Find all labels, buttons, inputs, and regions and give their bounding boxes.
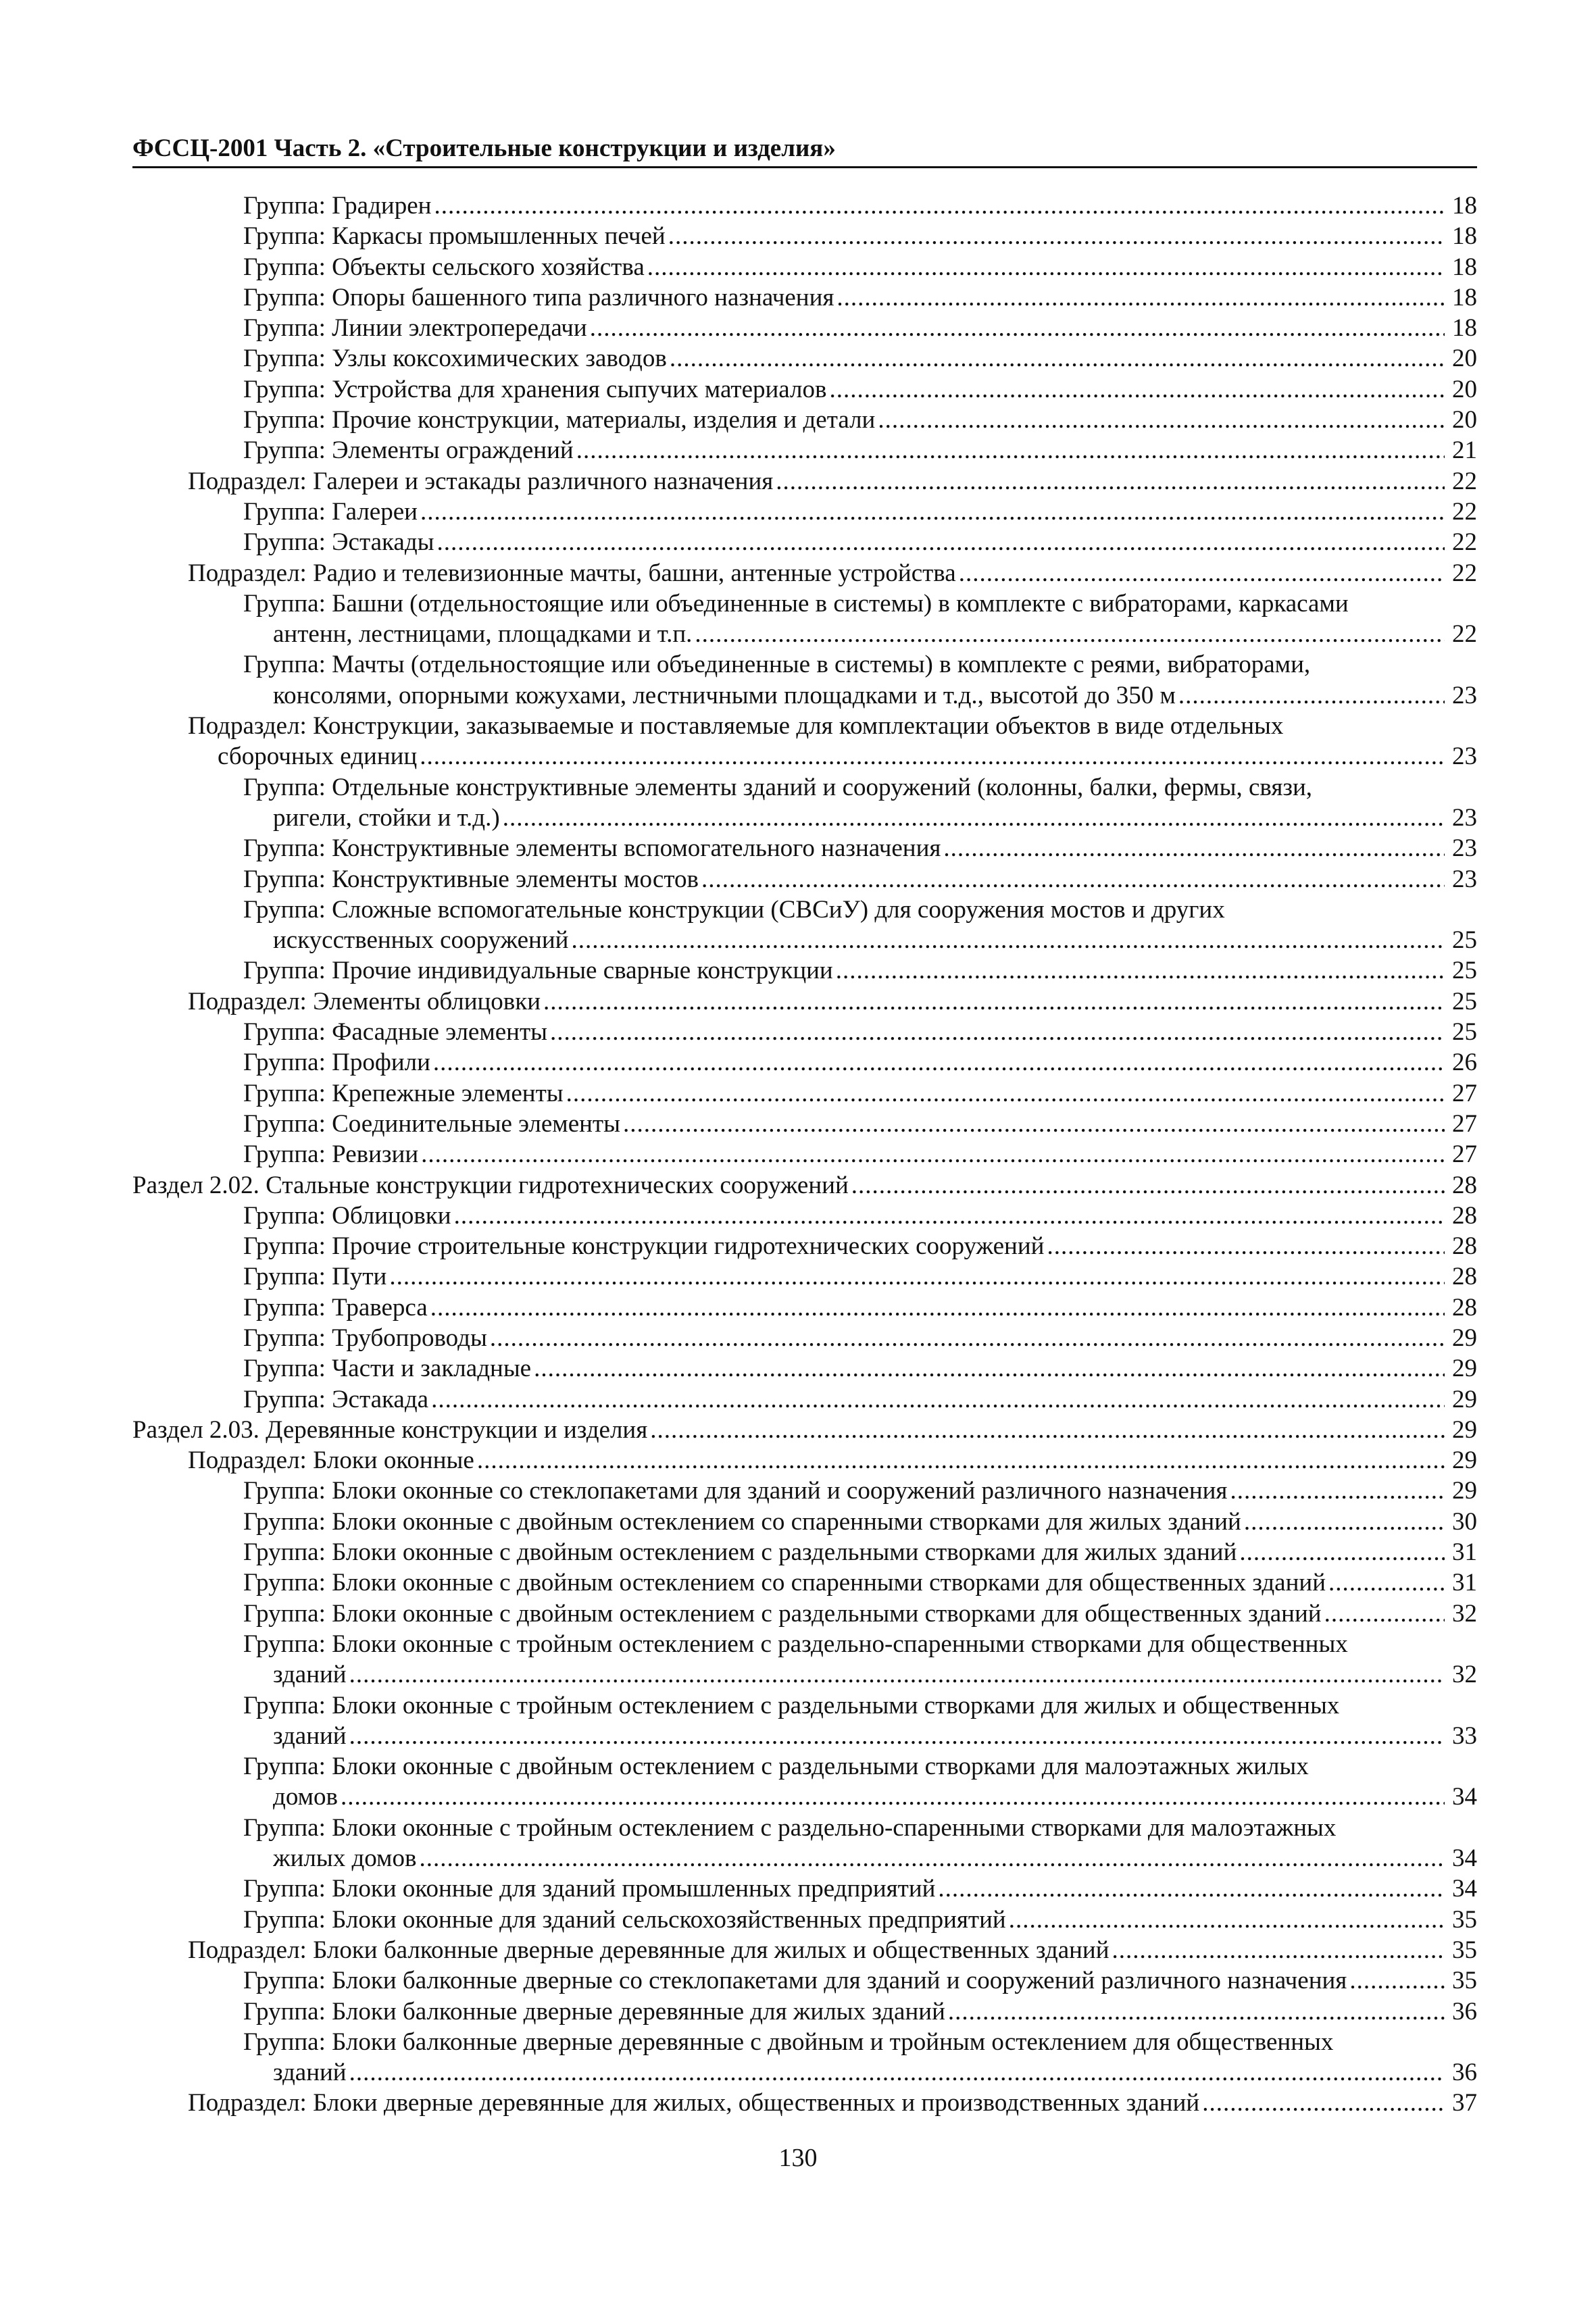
- toc-entry-label: Подраздел: Конструкции, заказываемые и поставляемые для комплектации объектов в виде отдельных: [188, 712, 1284, 740]
- dot-leader: [571, 925, 1445, 955]
- toc-entry-page: 27: [1452, 1109, 1477, 1138]
- dot-leader: [837, 282, 1445, 313]
- toc-entry-label: Группа: Галереи: [243, 497, 418, 526]
- table-of-contents: [132, 191, 1477, 2119]
- toc-entry-label: Группа: Фасадные элементы: [243, 1018, 547, 1047]
- toc-entry-label: Группа: Блоки оконные для зданий сельскохозяйственных предприятий: [243, 1905, 1006, 1934]
- toc-entry: [132, 282, 1477, 313]
- toc-entry-label: Группа: Блоки балконные дверные деревянные с двойным и тройным остеклением для общественных: [243, 2028, 1334, 2056]
- toc-entry-label: Подраздел: Блоки балконные дверные деревянные для жилых и общественных зданий: [188, 1936, 1109, 1964]
- toc-entry-page: 36: [1452, 2059, 1477, 2087]
- toc-entry-label: Раздел 2.03. Деревянные конструкции и изделия: [132, 1415, 648, 1444]
- dot-leader: [1202, 2088, 1445, 2118]
- toc-entry-page: 35: [1452, 1905, 1477, 1934]
- dot-leader: [836, 955, 1445, 986]
- toc-entry-page: 37: [1452, 2089, 1477, 2117]
- toc-entry-label: Группа: Блоки оконные со стеклопакетами для зданий и сооружений различного назначения: [243, 1477, 1228, 1505]
- toc-entry-page: 23: [1452, 743, 1477, 771]
- dot-leader: [349, 2057, 1445, 2088]
- toc-entry: [132, 833, 1477, 863]
- toc-entry-page: 31: [1452, 1538, 1477, 1567]
- dot-leader: [1239, 1537, 1445, 1567]
- toc-entry: [132, 1353, 1477, 1384]
- toc-entry-page: 34: [1452, 1844, 1477, 1873]
- toc-entry: [132, 1476, 1477, 1506]
- toc-entry-label: Группа: Конструктивные элементы вспомогательного назначения: [243, 834, 941, 863]
- toc-entry-label: Группа: Блоки оконные с тройным остеклением с раздельно-спаренными створками для общественных: [243, 1630, 1348, 1658]
- toc-entry-label: Группа: Узлы коксохимических заводов: [243, 345, 667, 373]
- toc-entry-label: Группа: Блоки оконные с двойным остеклением с раздельными створками для малоэтажных жилых: [243, 1753, 1309, 1781]
- toc-entry-page: 29: [1452, 1385, 1477, 1413]
- dot-leader: [1244, 1507, 1445, 1537]
- dot-leader: [670, 343, 1445, 374]
- dot-leader: [543, 986, 1445, 1017]
- toc-entry-page: 22: [1452, 559, 1477, 587]
- toc-entry: [132, 1751, 1477, 1813]
- dot-leader: [776, 466, 1445, 497]
- toc-entry-page: 21: [1452, 436, 1477, 465]
- toc-entry-page: 18: [1452, 314, 1477, 343]
- toc-entry-label-continuation: зданий: [273, 1661, 347, 1689]
- toc-entry: [132, 1965, 1477, 1996]
- toc-entry-page: 18: [1452, 192, 1477, 220]
- dot-leader: [433, 1047, 1445, 1078]
- toc-entry-page: 26: [1452, 1049, 1477, 1077]
- dot-leader: [1178, 680, 1445, 711]
- dot-leader: [1328, 1567, 1445, 1598]
- toc-entry-label: Подраздел: Элементы облицовки: [188, 987, 541, 1015]
- dot-leader: [1230, 1476, 1445, 1506]
- toc-entry-page: 36: [1452, 1997, 1477, 2026]
- toc-entry-page: 34: [1452, 1783, 1477, 1811]
- toc-entry-label: Подраздел: Галереи и эстакады различного назначения: [188, 467, 774, 495]
- toc-entry: [132, 1935, 1477, 1965]
- dot-leader: [534, 1353, 1445, 1384]
- dot-leader: [477, 1445, 1445, 1476]
- toc-entry: [132, 1507, 1477, 1537]
- toc-entry: [132, 1445, 1477, 1476]
- toc-entry: [132, 405, 1477, 435]
- toc-entry-label: Группа: Крепежные элементы: [243, 1079, 564, 1107]
- dot-leader: [943, 833, 1445, 863]
- dot-leader: [1349, 1965, 1445, 1996]
- toc-entry-page: 20: [1452, 345, 1477, 373]
- toc-entry-page: 33: [1452, 1721, 1477, 1750]
- toc-entry-page: 23: [1452, 865, 1477, 893]
- dot-leader: [420, 497, 1445, 527]
- toc-entry: [132, 1629, 1477, 1690]
- toc-entry-page: 29: [1452, 1355, 1477, 1383]
- toc-entry-label: Группа: Прочие строительные конструкции гидротехнических сооружений: [243, 1232, 1045, 1261]
- toc-entry: [132, 374, 1477, 405]
- toc-entry-label: Группа: Блоки оконные с двойным остеклением со спаренными створками для общественных зданий: [243, 1569, 1326, 1597]
- toc-entry-page: 28: [1452, 1171, 1477, 1199]
- toc-entry-label: Группа: Сложные вспомогательные конструкции (СВСиУ) для сооружения мостов и других: [243, 895, 1225, 924]
- dot-leader: [590, 313, 1445, 343]
- dot-leader: [503, 803, 1445, 833]
- toc-entry-page: 29: [1452, 1477, 1477, 1505]
- toc-entry-page: 28: [1452, 1201, 1477, 1230]
- toc-entry: [132, 1905, 1477, 1935]
- toc-entry-page: 22: [1452, 467, 1477, 495]
- dot-leader: [1324, 1599, 1445, 1629]
- toc-entry: [132, 2027, 1477, 2088]
- toc-entry-label: Группа: Блоки оконные с двойным остеклением со спаренными створками для жилых зданий: [243, 1507, 1241, 1536]
- toc-entry-page: 22: [1452, 497, 1477, 526]
- toc-entry: [132, 955, 1477, 986]
- toc-entry-label-continuation: зданий: [273, 2059, 347, 2087]
- dot-leader: [349, 1721, 1445, 1751]
- toc-entry: [132, 1201, 1477, 1231]
- dot-leader: [454, 1201, 1445, 1231]
- toc-entry: [132, 1292, 1477, 1323]
- toc-entry-page: 23: [1452, 681, 1477, 709]
- toc-entry-label: Группа: Отдельные конструктивные элементы зданий и сооружений (колонны, балки, фермы, связи,: [243, 773, 1313, 801]
- dot-leader: [420, 741, 1445, 772]
- dot-leader: [878, 405, 1445, 435]
- dot-leader: [1009, 1905, 1445, 1935]
- toc-entry: [132, 895, 1477, 956]
- toc-entry-label: Группа: Мачты (отдельностоящие или объединенные в системы) в комплекте с реями, вибраторами,: [243, 651, 1311, 679]
- toc-entry-page: 28: [1452, 1263, 1477, 1291]
- toc-entry-label: Группа: Линии электропередачи: [243, 314, 587, 343]
- toc-entry: [132, 864, 1477, 895]
- dot-leader: [959, 558, 1445, 588]
- dot-leader: [1047, 1231, 1445, 1261]
- toc-entry-label-continuation: консолями, опорными кожухами, лестничными площадками и т.д., высотой до 350 м: [273, 681, 1176, 709]
- dot-leader: [668, 221, 1445, 251]
- toc-entry-label-continuation: искусственных сооружений: [273, 926, 569, 955]
- toc-entry: [132, 1415, 1477, 1445]
- toc-entry-label: Группа: Блоки балконные дверные со стеклопакетами для зданий и сооружений различного назначения: [243, 1967, 1347, 1995]
- toc-entry: [132, 1109, 1477, 1139]
- toc-entry: [132, 252, 1477, 282]
- dot-leader: [566, 1078, 1445, 1109]
- dot-leader: [701, 864, 1445, 895]
- dot-leader: [419, 1843, 1445, 1873]
- dot-leader: [434, 191, 1445, 221]
- dot-leader: [650, 1415, 1445, 1445]
- toc-entry-page: 22: [1452, 528, 1477, 557]
- toc-entry-label: Группа: Блоки балконные дверные деревянные для жилых зданий: [243, 1997, 945, 2026]
- running-header: ФССЦ-2001 Часть 2. «Строительные конструкции и изделия»: [132, 132, 1477, 168]
- toc-entry-label: Подраздел: Блоки дверные деревянные для жилых, общественных и производственных зданий: [188, 2089, 1200, 2117]
- toc-entry-label: Группа: Конструктивные элементы мостов: [243, 865, 699, 893]
- toc-entry-label: Группа: Объекты сельского хозяйства: [243, 253, 645, 281]
- toc-entry-label: Группа: Устройства для хранения сыпучих материалов: [243, 375, 827, 403]
- toc-entry: [132, 711, 1477, 772]
- toc-entry-label: Подраздел: Радио и телевизионные мачты, башни, антенные устройства: [188, 559, 956, 587]
- toc-entry-page: 25: [1452, 926, 1477, 955]
- dot-leader: [647, 252, 1445, 282]
- toc-entry-label: Группа: Прочие индивидуальные сварные конструкции: [243, 957, 833, 985]
- toc-entry: [132, 1261, 1477, 1292]
- toc-entry-label: Группа: Пути: [243, 1263, 387, 1291]
- toc-entry-label-continuation: жилых домов: [273, 1844, 417, 1873]
- toc-entry: [132, 1690, 1477, 1752]
- toc-entry-label-continuation: антенн, лестницами, площадками и т.п.: [273, 620, 693, 649]
- toc-entry: [132, 343, 1477, 374]
- toc-entry-page: 18: [1452, 253, 1477, 281]
- dot-leader: [389, 1261, 1445, 1292]
- toc-entry-label: Группа: Ревизии: [243, 1140, 419, 1169]
- toc-entry-page: 28: [1452, 1293, 1477, 1322]
- toc-entry-page: 32: [1452, 1599, 1477, 1628]
- toc-entry-page: 25: [1452, 957, 1477, 985]
- toc-entry-label: Группа: Блоки оконные с тройным остеклением с раздельно-спаренными створками для малоэтажных: [243, 1813, 1337, 1842]
- toc-entry: [132, 1996, 1477, 2027]
- toc-entry-label: Группа: Опоры башенного типа различного назначения: [243, 283, 834, 311]
- toc-entry-label: Группа: Блоки оконные для зданий промышленных предприятий: [243, 1875, 936, 1903]
- toc-entry-label: Группа: Профили: [243, 1049, 430, 1077]
- dot-leader: [437, 527, 1445, 557]
- dot-leader: [421, 1139, 1445, 1169]
- toc-entry-page: 32: [1452, 1661, 1477, 1689]
- toc-entry-label: Группа: Блоки оконные с тройным остеклением с раздельными створками для жилых и общественных: [243, 1691, 1340, 1719]
- toc-entry-label: Группа: Башни (отдельностоящие или объединенные в системы) в комплекте с вибраторами, каркасами: [243, 589, 1349, 618]
- toc-entry: [132, 1384, 1477, 1415]
- toc-entry: [132, 1323, 1477, 1353]
- toc-entry-label: Группа: Трубопроводы: [243, 1324, 487, 1352]
- toc-entry-page: 25: [1452, 1018, 1477, 1047]
- toc-entry-label: Группа: Части и закладные: [243, 1355, 532, 1383]
- dot-leader: [829, 374, 1445, 405]
- toc-entry-label-continuation: домов: [273, 1783, 339, 1811]
- dot-leader: [490, 1323, 1445, 1353]
- toc-entry: [132, 1139, 1477, 1169]
- toc-entry-page: 25: [1452, 987, 1477, 1015]
- toc-entry-page: 27: [1452, 1079, 1477, 1107]
- toc-entry: [132, 1170, 1477, 1201]
- toc-entry: [132, 649, 1477, 711]
- toc-entry-page: 29: [1452, 1447, 1477, 1475]
- page-number: 130: [778, 2144, 818, 2172]
- toc-entry: [132, 588, 1477, 650]
- toc-entry-page: 34: [1452, 1875, 1477, 1903]
- dot-leader: [851, 1170, 1445, 1201]
- toc-entry-page: 30: [1452, 1507, 1477, 1536]
- toc-entry-label: Группа: Эстакады: [243, 528, 434, 557]
- dot-leader: [341, 1782, 1445, 1812]
- dot-leader: [431, 1384, 1445, 1415]
- toc-entry-label-continuation: ригели, стойки и т.д.): [273, 803, 500, 832]
- toc-entry-page: 27: [1452, 1140, 1477, 1169]
- toc-entry: [132, 1599, 1477, 1629]
- toc-entry-page: 35: [1452, 1967, 1477, 1995]
- dot-leader: [623, 1109, 1445, 1139]
- dot-leader: [349, 1659, 1445, 1690]
- toc-entry-label: Группа: Блоки оконные с двойным остеклением с раздельными створками для общественных зданий: [243, 1599, 1322, 1628]
- toc-entry-label: Подраздел: Блоки оконные: [188, 1447, 474, 1475]
- toc-entry: [132, 772, 1477, 834]
- toc-entry: [132, 313, 1477, 343]
- dot-leader: [550, 1017, 1445, 1047]
- toc-entry: [132, 2088, 1477, 2118]
- toc-entry: [132, 1567, 1477, 1598]
- toc-entry: [132, 1537, 1477, 1567]
- toc-entry-page: 23: [1452, 834, 1477, 863]
- toc-entry: [132, 1017, 1477, 1047]
- dot-leader: [1112, 1935, 1445, 1965]
- toc-entry-page: 31: [1452, 1569, 1477, 1597]
- toc-entry: [132, 435, 1477, 466]
- toc-entry-label: Группа: Облицовки: [243, 1201, 451, 1230]
- toc-entry: [132, 1231, 1477, 1261]
- toc-entry-label-continuation: зданий: [273, 1721, 347, 1750]
- dot-leader: [938, 1873, 1445, 1904]
- toc-entry-page: 35: [1452, 1936, 1477, 1964]
- toc-entry-page: 23: [1452, 803, 1477, 832]
- dot-leader: [948, 1996, 1445, 2027]
- toc-entry: [132, 986, 1477, 1017]
- toc-entry: [132, 527, 1477, 557]
- toc-entry: [132, 466, 1477, 497]
- toc-entry-label: Группа: Блоки оконные с двойным остеклением с раздельными створками для жилых зданий: [243, 1538, 1237, 1567]
- toc-entry-label: Группа: Каркасы промышленных печей: [243, 222, 666, 251]
- toc-entry-label: Группа: Соединительные элементы: [243, 1109, 620, 1138]
- toc-entry-label: Группа: Эстакада: [243, 1385, 429, 1413]
- toc-entry-page: 29: [1452, 1324, 1477, 1352]
- toc-entry-label: Группа: Траверса: [243, 1293, 428, 1322]
- toc-entry: [132, 1078, 1477, 1109]
- toc-entry: [132, 191, 1477, 221]
- dot-leader: [695, 619, 1445, 649]
- toc-entry-label: Раздел 2.02. Стальные конструкции гидротехнических сооружений: [132, 1171, 849, 1199]
- dot-leader: [576, 435, 1445, 466]
- toc-entry-label: Группа: Элементы ограждений: [243, 436, 574, 465]
- toc-entry-page: 20: [1452, 406, 1477, 434]
- toc-entry-page: 20: [1452, 375, 1477, 403]
- toc-entry-page: 29: [1452, 1415, 1477, 1444]
- toc-entry-label-continuation: сборочных единиц: [218, 743, 418, 771]
- toc-entry-page: 18: [1452, 222, 1477, 251]
- toc-entry: [132, 1813, 1477, 1874]
- toc-entry: [132, 497, 1477, 527]
- toc-entry-page: 18: [1452, 283, 1477, 311]
- toc-entry-label: Группа: Прочие конструкции, материалы, изделия и детали: [243, 406, 876, 434]
- toc-entry-page: 28: [1452, 1232, 1477, 1261]
- toc-entry-label: Группа: Градирен: [243, 192, 432, 220]
- toc-entry: [132, 221, 1477, 251]
- toc-entry: [132, 558, 1477, 588]
- dot-leader: [430, 1292, 1445, 1323]
- toc-entry-page: 22: [1452, 620, 1477, 649]
- toc-entry: [132, 1873, 1477, 1904]
- toc-entry: [132, 1047, 1477, 1078]
